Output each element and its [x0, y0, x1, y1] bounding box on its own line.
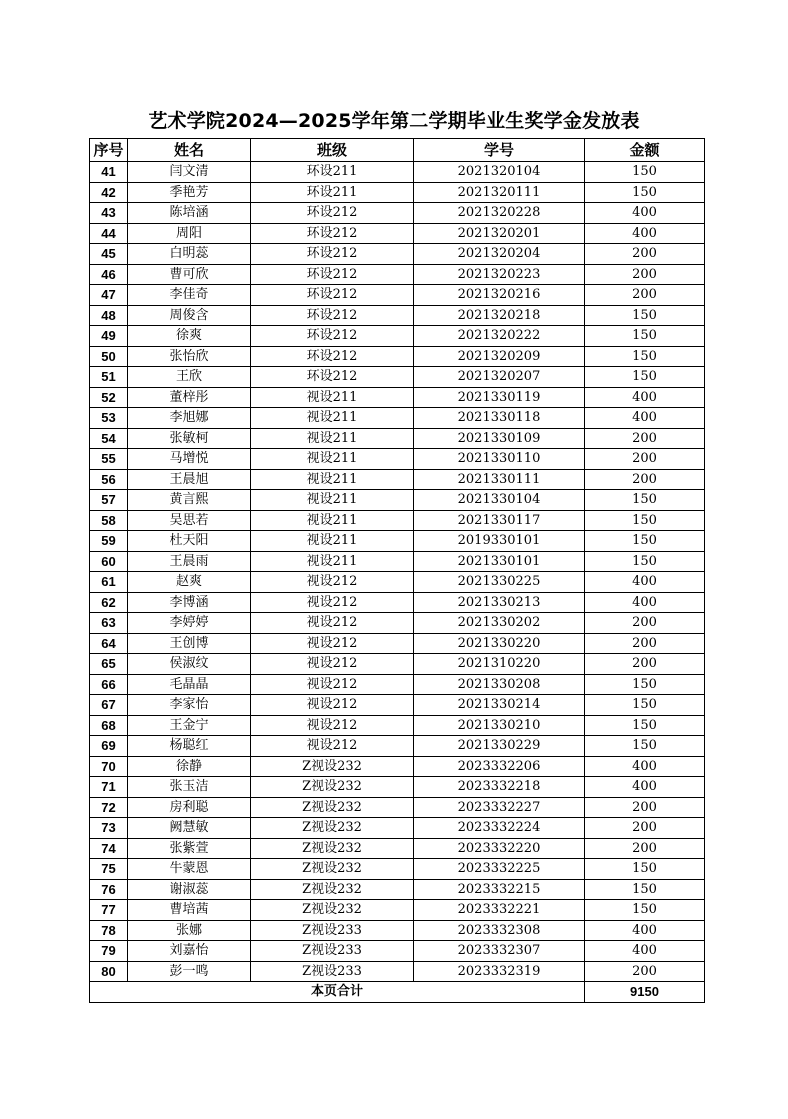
header-name: 姓名 [128, 139, 251, 162]
cell-student-id: 2021320104 [414, 162, 585, 183]
cell-amount: 400 [585, 387, 705, 408]
cell-student-id: 2021330214 [414, 695, 585, 716]
cell-seq: 72 [90, 797, 128, 818]
cell-class: Z视设232 [251, 838, 414, 859]
table-row [90, 162, 705, 183]
cell-name: 白明蕊 [128, 244, 251, 265]
cell-amount: 200 [585, 797, 705, 818]
total-row [90, 982, 705, 1003]
table-row [90, 469, 705, 490]
cell-amount: 150 [585, 162, 705, 183]
cell-class: 视设212 [251, 613, 414, 634]
cell-student-id: 2021320204 [414, 244, 585, 265]
cell-name: 张玉洁 [128, 777, 251, 798]
table-body [90, 162, 705, 982]
cell-student-id: 2021320218 [414, 305, 585, 326]
cell-student-id: 2021330220 [414, 633, 585, 654]
cell-student-id: 2019330101 [414, 531, 585, 552]
cell-amount: 200 [585, 654, 705, 675]
total-value: 9150 [585, 982, 705, 1003]
cell-amount: 150 [585, 674, 705, 695]
cell-seq: 75 [90, 859, 128, 880]
cell-seq: 55 [90, 449, 128, 470]
cell-student-id: 2023332206 [414, 756, 585, 777]
cell-name: 张娜 [128, 920, 251, 941]
cell-class: 环设212 [251, 244, 414, 265]
cell-class: 环设212 [251, 223, 414, 244]
cell-seq: 74 [90, 838, 128, 859]
cell-name: 周俊含 [128, 305, 251, 326]
cell-student-id: 2023332224 [414, 818, 585, 839]
cell-name: 徐静 [128, 756, 251, 777]
cell-amount: 400 [585, 408, 705, 429]
cell-name: 徐爽 [128, 326, 251, 347]
cell-amount: 400 [585, 756, 705, 777]
cell-seq: 63 [90, 613, 128, 634]
cell-name: 张怡欣 [128, 346, 251, 367]
table-row [90, 715, 705, 736]
cell-class: 视设212 [251, 736, 414, 757]
cell-seq: 49 [90, 326, 128, 347]
table-row [90, 551, 705, 572]
cell-student-id: 2021320223 [414, 264, 585, 285]
table-row [90, 490, 705, 511]
cell-seq: 78 [90, 920, 128, 941]
cell-student-id: 2021320228 [414, 203, 585, 224]
cell-name: 杨聪红 [128, 736, 251, 757]
cell-seq: 77 [90, 900, 128, 921]
table-row [90, 736, 705, 757]
cell-name: 陈培涵 [128, 203, 251, 224]
cell-name: 王晨旭 [128, 469, 251, 490]
table-row [90, 941, 705, 962]
cell-student-id: 2021330104 [414, 490, 585, 511]
cell-class: 视设211 [251, 449, 414, 470]
cell-class: Z视设233 [251, 920, 414, 941]
cell-amount: 150 [585, 510, 705, 531]
cell-student-id: 2023332218 [414, 777, 585, 798]
cell-seq: 48 [90, 305, 128, 326]
cell-name: 曹培茜 [128, 900, 251, 921]
cell-amount: 150 [585, 305, 705, 326]
cell-class: 视设212 [251, 695, 414, 716]
cell-seq: 52 [90, 387, 128, 408]
cell-name: 李旭娜 [128, 408, 251, 429]
cell-name: 董梓彤 [128, 387, 251, 408]
cell-class: Z视设232 [251, 859, 414, 880]
cell-amount: 400 [585, 777, 705, 798]
cell-amount: 400 [585, 572, 705, 593]
cell-class: 环设212 [251, 326, 414, 347]
table-header-row [90, 139, 705, 162]
cell-seq: 64 [90, 633, 128, 654]
cell-seq: 76 [90, 879, 128, 900]
cell-seq: 67 [90, 695, 128, 716]
cell-student-id: 2023332307 [414, 941, 585, 962]
cell-class: 环设212 [251, 346, 414, 367]
table-row [90, 654, 705, 675]
cell-class: 视设212 [251, 572, 414, 593]
cell-name: 赵爽 [128, 572, 251, 593]
header-amount: 金额 [585, 139, 705, 162]
cell-student-id: 2021330208 [414, 674, 585, 695]
cell-name: 谢淑蕊 [128, 879, 251, 900]
cell-amount: 400 [585, 203, 705, 224]
cell-seq: 51 [90, 367, 128, 388]
cell-seq: 45 [90, 244, 128, 265]
cell-class: 视设211 [251, 469, 414, 490]
cell-class: Z视设232 [251, 818, 414, 839]
cell-seq: 41 [90, 162, 128, 183]
cell-class: 环设212 [251, 305, 414, 326]
table-row [90, 387, 705, 408]
cell-student-id: 2023332308 [414, 920, 585, 941]
cell-student-id: 2023332220 [414, 838, 585, 859]
table-row [90, 428, 705, 449]
cell-amount: 200 [585, 469, 705, 490]
cell-class: 环设211 [251, 162, 414, 183]
cell-class: Z视设233 [251, 961, 414, 982]
cell-amount: 200 [585, 449, 705, 470]
cell-seq: 44 [90, 223, 128, 244]
cell-seq: 42 [90, 182, 128, 203]
cell-amount: 150 [585, 879, 705, 900]
table-row [90, 285, 705, 306]
table-row [90, 305, 705, 326]
scholarship-table [89, 138, 705, 1003]
cell-amount: 150 [585, 531, 705, 552]
cell-student-id: 2021330119 [414, 387, 585, 408]
cell-student-id: 2021330117 [414, 510, 585, 531]
table-row [90, 756, 705, 777]
cell-student-id: 2021330213 [414, 592, 585, 613]
cell-amount: 200 [585, 244, 705, 265]
cell-student-id: 2021330202 [414, 613, 585, 634]
cell-name: 张紫萱 [128, 838, 251, 859]
cell-amount: 150 [585, 900, 705, 921]
cell-name: 曹可欣 [128, 264, 251, 285]
cell-class: 视设212 [251, 715, 414, 736]
table-row [90, 961, 705, 982]
cell-class: 视设211 [251, 387, 414, 408]
cell-class: 视设212 [251, 633, 414, 654]
cell-seq: 65 [90, 654, 128, 675]
cell-name: 李佳奇 [128, 285, 251, 306]
table-row [90, 859, 705, 880]
cell-seq: 73 [90, 818, 128, 839]
cell-class: 视设211 [251, 551, 414, 572]
cell-name: 李博涵 [128, 592, 251, 613]
cell-seq: 53 [90, 408, 128, 429]
cell-name: 闫文清 [128, 162, 251, 183]
cell-seq: 43 [90, 203, 128, 224]
cell-name: 张敏柯 [128, 428, 251, 449]
cell-seq: 47 [90, 285, 128, 306]
cell-amount: 150 [585, 346, 705, 367]
table-row [90, 613, 705, 634]
cell-class: Z视设232 [251, 777, 414, 798]
table-row [90, 531, 705, 552]
table-row [90, 879, 705, 900]
cell-class: 视设211 [251, 510, 414, 531]
cell-name: 房利聪 [128, 797, 251, 818]
cell-amount: 200 [585, 264, 705, 285]
cell-student-id: 2021330101 [414, 551, 585, 572]
cell-seq: 57 [90, 490, 128, 511]
cell-name: 季艳芳 [128, 182, 251, 203]
table-row [90, 920, 705, 941]
cell-name: 马增悦 [128, 449, 251, 470]
table-row [90, 264, 705, 285]
cell-amount: 200 [585, 961, 705, 982]
cell-seq: 69 [90, 736, 128, 757]
cell-seq: 46 [90, 264, 128, 285]
cell-student-id: 2021330225 [414, 572, 585, 593]
cell-name: 刘嘉怡 [128, 941, 251, 962]
cell-class: 视设212 [251, 592, 414, 613]
cell-class: Z视设232 [251, 900, 414, 921]
cell-amount: 150 [585, 695, 705, 716]
header-class: 班级 [251, 139, 414, 162]
cell-student-id: 2021330229 [414, 736, 585, 757]
cell-name: 杜天阳 [128, 531, 251, 552]
cell-student-id: 2021310220 [414, 654, 585, 675]
cell-amount: 200 [585, 285, 705, 306]
cell-amount: 150 [585, 551, 705, 572]
cell-seq: 58 [90, 510, 128, 531]
cell-student-id: 2021330118 [414, 408, 585, 429]
cell-class: 环设212 [251, 264, 414, 285]
table-row [90, 838, 705, 859]
cell-name: 牛蒙恩 [128, 859, 251, 880]
cell-seq: 66 [90, 674, 128, 695]
table-row [90, 510, 705, 531]
cell-class: 环设212 [251, 285, 414, 306]
cell-class: 视设212 [251, 674, 414, 695]
header-student-id: 学号 [414, 139, 585, 162]
total-label: 本页合计 [90, 982, 585, 1003]
cell-name: 王欣 [128, 367, 251, 388]
table-row [90, 203, 705, 224]
cell-name: 毛晶晶 [128, 674, 251, 695]
cell-seq: 50 [90, 346, 128, 367]
cell-student-id: 2021320216 [414, 285, 585, 306]
cell-class: 视设211 [251, 408, 414, 429]
table-row [90, 777, 705, 798]
cell-amount: 400 [585, 941, 705, 962]
cell-amount: 200 [585, 633, 705, 654]
cell-amount: 150 [585, 367, 705, 388]
cell-student-id: 2023332227 [414, 797, 585, 818]
table-row [90, 223, 705, 244]
document-title: 艺术学院2024—2025学年第二学期毕业生奖学金发放表 [148, 110, 640, 132]
cell-seq: 71 [90, 777, 128, 798]
table-row [90, 818, 705, 839]
cell-class: Z视设233 [251, 941, 414, 962]
cell-student-id: 2021330110 [414, 449, 585, 470]
table-row [90, 797, 705, 818]
cell-class: 视设211 [251, 428, 414, 449]
table-row [90, 408, 705, 429]
cell-student-id: 2021320207 [414, 367, 585, 388]
cell-student-id: 2021320209 [414, 346, 585, 367]
cell-student-id: 2023332225 [414, 859, 585, 880]
cell-class: Z视设232 [251, 879, 414, 900]
cell-class: 环设212 [251, 367, 414, 388]
cell-student-id: 2023332319 [414, 961, 585, 982]
cell-student-id: 2023332215 [414, 879, 585, 900]
cell-amount: 150 [585, 326, 705, 347]
cell-seq: 80 [90, 961, 128, 982]
cell-seq: 68 [90, 715, 128, 736]
cell-student-id: 2021330111 [414, 469, 585, 490]
cell-seq: 79 [90, 941, 128, 962]
cell-seq: 54 [90, 428, 128, 449]
table-row [90, 367, 705, 388]
table-row [90, 572, 705, 593]
table-row [90, 592, 705, 613]
cell-class: 视设211 [251, 490, 414, 511]
table-row [90, 900, 705, 921]
table-row [90, 449, 705, 470]
table-row [90, 346, 705, 367]
cell-name: 黄言熙 [128, 490, 251, 511]
cell-class: 视设212 [251, 654, 414, 675]
cell-seq: 56 [90, 469, 128, 490]
cell-name: 王金宁 [128, 715, 251, 736]
cell-class: 视设211 [251, 531, 414, 552]
cell-amount: 150 [585, 490, 705, 511]
cell-class: Z视设232 [251, 756, 414, 777]
cell-student-id: 2021320201 [414, 223, 585, 244]
table-row [90, 633, 705, 654]
cell-seq: 59 [90, 531, 128, 552]
cell-name: 侯淑纹 [128, 654, 251, 675]
cell-seq: 62 [90, 592, 128, 613]
cell-student-id: 2023332221 [414, 900, 585, 921]
table-row [90, 695, 705, 716]
cell-student-id: 2021330109 [414, 428, 585, 449]
cell-amount: 150 [585, 715, 705, 736]
cell-seq: 70 [90, 756, 128, 777]
cell-name: 王晨雨 [128, 551, 251, 572]
cell-amount: 150 [585, 182, 705, 203]
cell-name: 李家怡 [128, 695, 251, 716]
cell-amount: 200 [585, 613, 705, 634]
cell-name: 周阳 [128, 223, 251, 244]
cell-amount: 150 [585, 736, 705, 757]
cell-amount: 150 [585, 859, 705, 880]
cell-amount: 400 [585, 592, 705, 613]
cell-class: 环设211 [251, 182, 414, 203]
cell-name: 彭一鸣 [128, 961, 251, 982]
table-row [90, 674, 705, 695]
cell-student-id: 2021330210 [414, 715, 585, 736]
cell-class: 环设212 [251, 203, 414, 224]
cell-name: 李婷婷 [128, 613, 251, 634]
cell-amount: 200 [585, 838, 705, 859]
cell-amount: 400 [585, 223, 705, 244]
table-row [90, 326, 705, 347]
cell-seq: 61 [90, 572, 128, 593]
cell-amount: 200 [585, 428, 705, 449]
cell-class: Z视设232 [251, 797, 414, 818]
cell-amount: 200 [585, 818, 705, 839]
cell-name: 吴思若 [128, 510, 251, 531]
cell-seq: 60 [90, 551, 128, 572]
header-seq: 序号 [90, 139, 128, 162]
cell-name: 阙慧敏 [128, 818, 251, 839]
table-row [90, 244, 705, 265]
table-row [90, 182, 705, 203]
cell-student-id: 2021320222 [414, 326, 585, 347]
cell-amount: 400 [585, 920, 705, 941]
cell-student-id: 2021320111 [414, 182, 585, 203]
cell-name: 王创博 [128, 633, 251, 654]
